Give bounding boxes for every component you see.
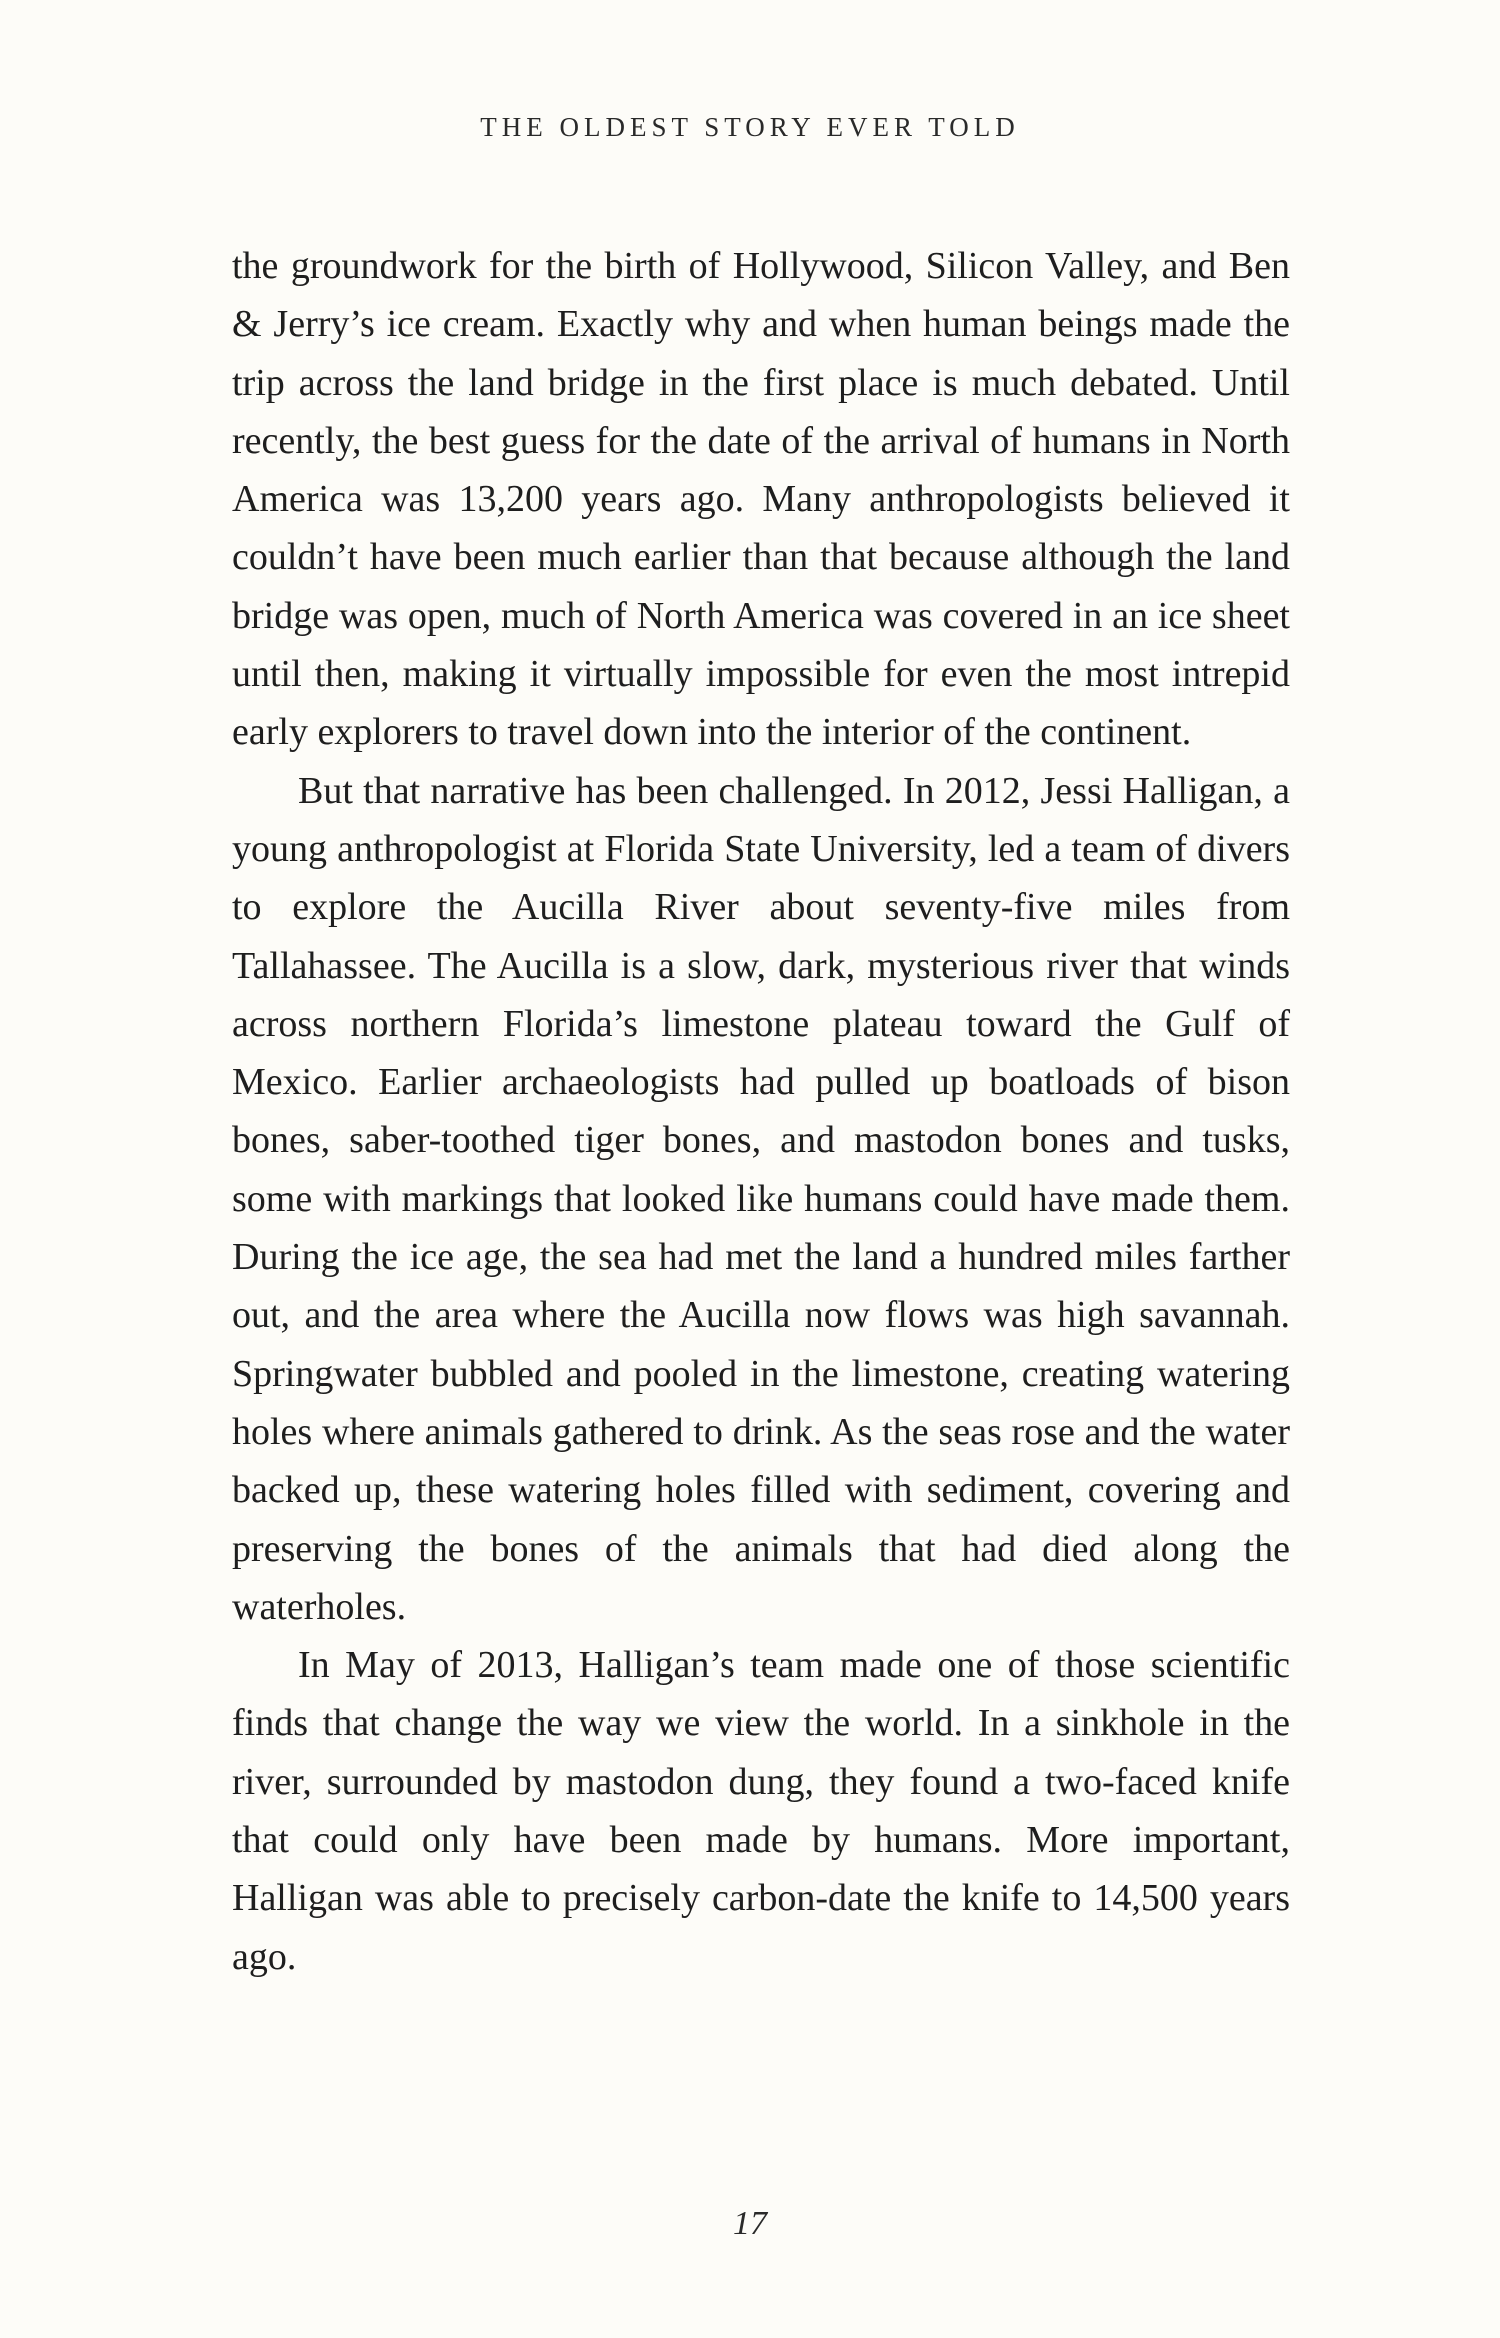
paragraph-2: But that narrative has been challenged. In 2012, Jessi Halligan, a young anthropologist at Florida State University, led a team of divers to explore the Aucilla River about seventy-five miles from Tallahassee. The Aucilla is a slow, dark, mysterious river that winds across northern Florida’s limestone plateau toward the Gulf of Mexico. Earlier archaeologists had pulled up boatloads of bison bones, saber-toothed tiger bones, and mastodon bones and tusks, some with markings that looked like humans could have made them. During the ice age, the sea had met the land a hundred miles farther out, and the area where the Aucilla now flows was high savannah. Springwater bubbled and pooled in the limestone, creating watering holes where animals gathered to drink. As the seas rose and the water backed up, these watering holes filled with sediment, covering and preserving the bones of the animals that had died along the waterholes. <box>232 769 1290 1628</box>
paragraph-3: In May of 2013, Halligan’s team made one of those scientific finds that change the way we view the world. In a sinkhole in the river, surrounded by mastodon dung, they found a two-faced knife that could only have been made by humans. More important, Halligan was able to precisely carbon-date the knife to 14,500 years ago. <box>232 1644 1290 1978</box>
paragraph-1: the groundwork for the birth of Hollywood, Silicon Valley, and Ben & Jerry’s ice cream. Exactly why and when human beings made the trip across the land bridge in the first place is much debated. Until recently, the best guess for the date of the arrival of humans in North America was 13,200 years ago. Many anthropologists believed it couldn’t have been much earlier than that because although the land bridge was open, much of North America was covered in an ice sheet until then, making it virtually impossible for even the most intrepid early explorers to travel down into the interior of the continent. <box>232 245 1290 754</box>
page-number: 17 <box>733 2205 767 2242</box>
running-head: THE OLDEST STORY EVER TOLD <box>480 112 1020 142</box>
body-text <box>232 237 1290 1986</box>
